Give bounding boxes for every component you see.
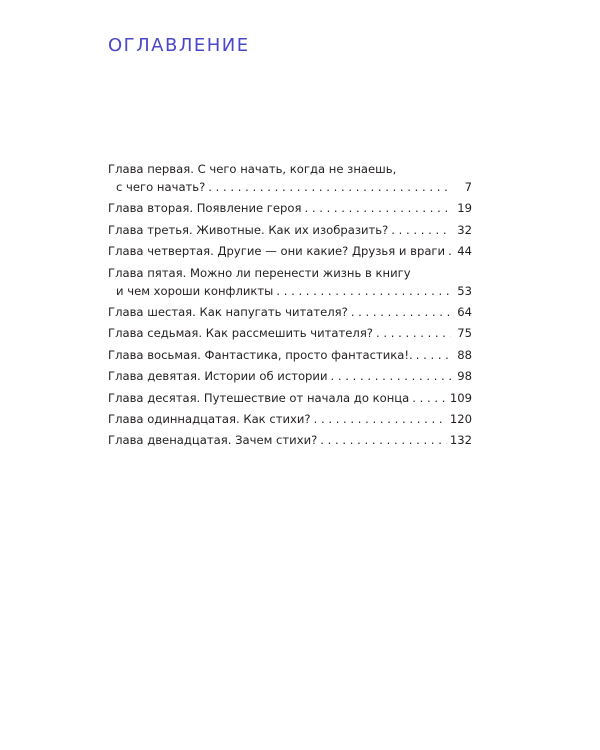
toc-entry-page: 64 xyxy=(457,304,472,319)
toc-entry-line xyxy=(108,410,472,428)
toc-entry-page: 98 xyxy=(457,369,472,384)
toc-entry-line xyxy=(108,221,472,239)
toc-entry-title: Глава вторая. Появление героя xyxy=(108,201,302,216)
toc-entry-line xyxy=(108,242,472,260)
dot-leader xyxy=(351,303,451,321)
toc-entry-title: Глава пятая. Можно ли перенести жизнь в книгу xyxy=(108,265,411,280)
toc-entry xyxy=(108,303,472,321)
toc-entry xyxy=(108,324,472,342)
toc-entry-line xyxy=(108,367,472,385)
toc-entry-line xyxy=(108,199,472,217)
dot-leader xyxy=(376,324,451,342)
toc-entry-page: 75 xyxy=(457,326,472,341)
toc-entry-line xyxy=(108,282,472,300)
dot-leader xyxy=(331,367,452,385)
toc-entry-page: 7 xyxy=(464,180,472,194)
toc-entry xyxy=(108,221,472,239)
toc-entry-title-continued: с чего начать? xyxy=(116,180,206,194)
toc-entry-title: Глава четвертая. Другие — они какие? Друзья и враги xyxy=(108,244,446,259)
toc-entry xyxy=(108,160,472,196)
toc-entry-title: Глава третья. Животные. Как их изобразить? xyxy=(108,222,389,237)
toc-entry-title-continued: и чем хороши конфликты xyxy=(116,283,274,298)
toc-entry-page: 53 xyxy=(457,283,472,298)
toc-entry-title: Глава десятая. Путешествие от начала до конца xyxy=(108,390,410,405)
toc-entry-line xyxy=(108,264,472,282)
toc-entry-line xyxy=(108,160,472,178)
toc-entry-line xyxy=(108,303,472,321)
toc-entry-page: 19 xyxy=(457,201,472,216)
dot-leader xyxy=(276,282,451,300)
toc-entry-page: 88 xyxy=(457,347,472,362)
toc-heading: ОГЛАВЛЕНИЕ xyxy=(108,35,250,56)
dot-leader xyxy=(208,178,451,196)
dot-leader xyxy=(304,199,451,217)
toc-entry-line xyxy=(108,178,472,196)
toc-entry-title: Глава одиннадцатая. Как стихи? xyxy=(108,411,311,426)
toc-entry-page: 109 xyxy=(449,390,472,405)
toc-entry-title: Глава восьмая. Фантастика, просто фантастика!. xyxy=(108,347,413,362)
toc-entry xyxy=(108,367,472,385)
toc-entry xyxy=(108,264,472,300)
dot-leader xyxy=(448,242,451,260)
toc-entry xyxy=(108,410,472,428)
dot-leader xyxy=(320,431,447,449)
toc-entry xyxy=(108,346,472,364)
toc-entry-title: Глава девятая. Истории об истории xyxy=(108,369,328,384)
toc-entry-title: Глава первая. С чего начать, когда не знаешь, xyxy=(108,162,397,176)
toc-entry-title: Глава седьмая. Как рассмешить читателя? xyxy=(108,326,373,341)
dot-leader xyxy=(416,346,451,364)
dot-leader xyxy=(314,410,447,428)
toc-entry-page: 132 xyxy=(449,433,472,448)
toc-entry-page: 32 xyxy=(457,222,472,237)
toc-list xyxy=(108,160,472,453)
toc-entry xyxy=(108,389,472,407)
dot-leader xyxy=(412,389,447,407)
toc-entry xyxy=(108,242,472,260)
toc-entry-line xyxy=(108,431,472,449)
toc-entry-page: 44 xyxy=(457,244,472,259)
dot-leader xyxy=(391,221,451,239)
toc-entry-title: Глава двенадцатая. Зачем стихи? xyxy=(108,433,318,448)
toc-entry-line xyxy=(108,346,472,364)
toc-entry-line xyxy=(108,389,472,407)
toc-entry-title: Глава шестая. Как напугать читателя? xyxy=(108,304,348,319)
toc-entry xyxy=(108,431,472,449)
toc-entry-line xyxy=(108,324,472,342)
toc-entry xyxy=(108,199,472,217)
toc-entry-page: 120 xyxy=(449,411,472,426)
